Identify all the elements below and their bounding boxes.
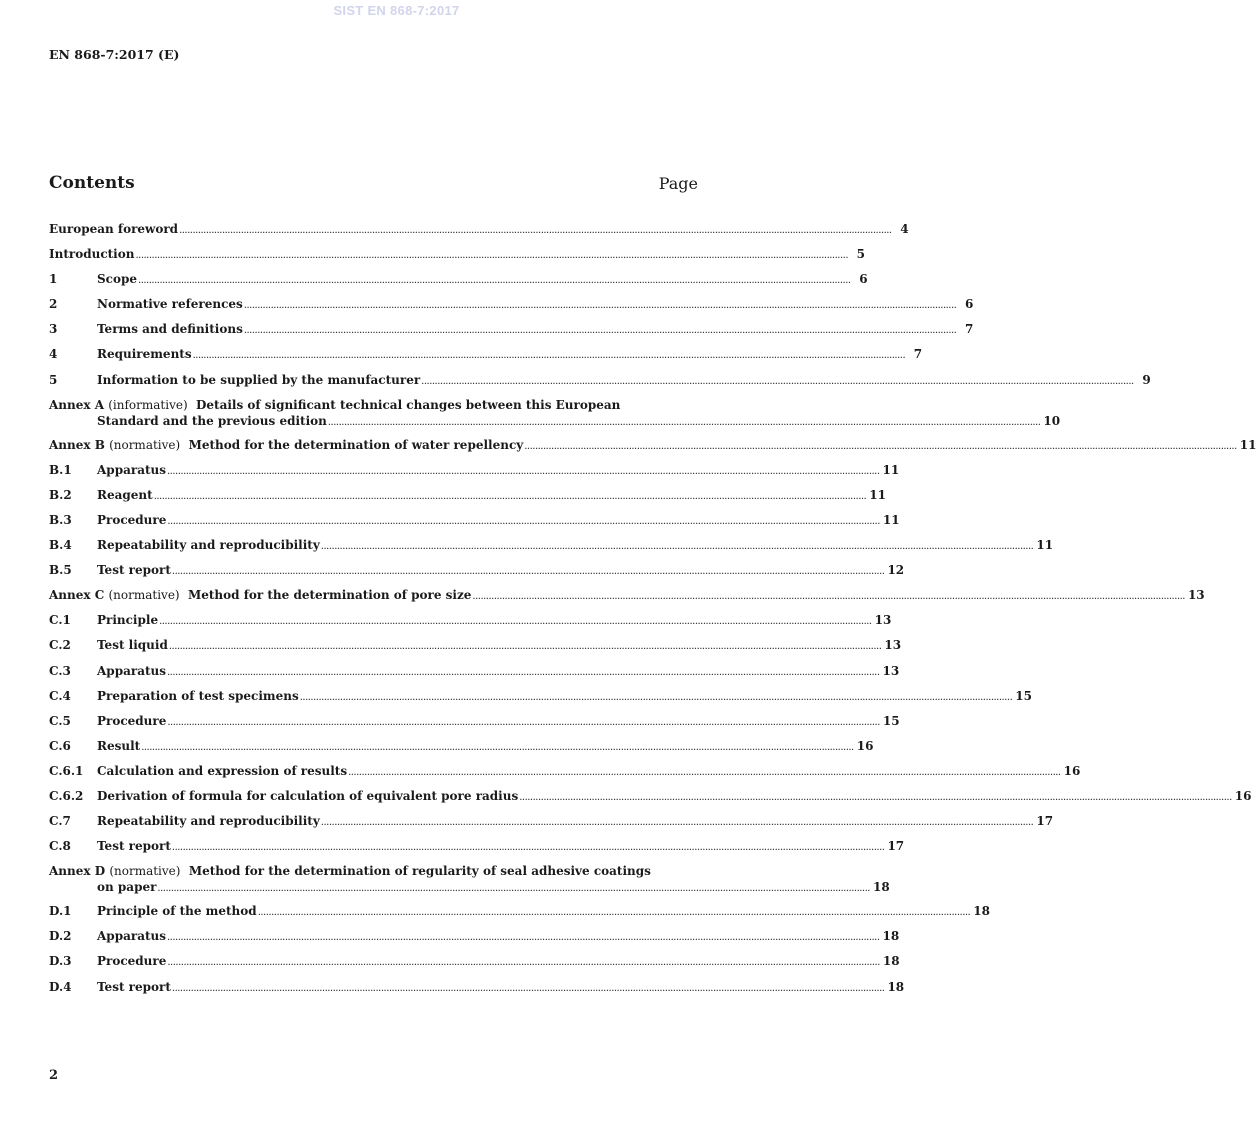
toc-entry-title: Details of significant technical changes between this European <box>196 397 621 412</box>
toc-leader-dots: .......................................................................................................................................................................................................................................................................... <box>167 932 880 944</box>
page-number: 2 <box>49 1068 59 1083</box>
toc-entry[interactable] <box>49 904 990 929</box>
toc-leader-dots: .......................................................................................................................................................................................................................................................................... <box>153 490 867 502</box>
toc-leader-dots: .......................................................................................................................................................................................................................................................................... <box>167 716 880 728</box>
toc-entry[interactable] <box>49 738 874 764</box>
toc-section-number: C.7 <box>49 814 71 829</box>
toc-entry[interactable] <box>49 487 886 513</box>
toc-page-number: 7 <box>913 347 923 362</box>
toc-page-number: 15 <box>1015 688 1032 703</box>
toc-leader-dots: .......................................................................................................................................................................................................................................................................... <box>159 616 872 628</box>
toc-page-number: 7 <box>965 322 974 337</box>
toc-page-number: 13 <box>874 613 892 628</box>
toc-entry[interactable] <box>49 864 890 904</box>
toc-entry-title: Result <box>97 738 141 753</box>
toc-entry-title: Procedure <box>97 512 167 527</box>
toc-leader-dots: .......................................................................................................................................................................................................................................................................... <box>472 591 1185 603</box>
toc-section-number: B.5 <box>49 563 72 578</box>
toc-entry-title: Test report <box>97 839 171 854</box>
toc-entry[interactable] <box>49 713 900 739</box>
toc-page-number: 18 <box>872 880 890 895</box>
toc-leader-dots: .......................................................................................................................................................................................................................................................................... <box>327 416 1041 428</box>
toc-leader-dots: .......................................................................................................................................................................................................................................................................... <box>257 907 971 919</box>
toc-page-number: 13 <box>884 638 902 653</box>
toc-page-number: 16 <box>1234 788 1252 803</box>
toc-entry[interactable] <box>49 929 900 954</box>
toc-entry-title: Derivation of formula for calculation of equivalent pore radius <box>97 788 519 803</box>
toc-leader-dots: .......................................................................................................................................................................................................................................................................... <box>157 883 870 895</box>
toc-page-number: 12 <box>887 563 905 578</box>
toc-leader-dots: .......................................................................................................................................................................................................................................................................... <box>168 641 882 653</box>
toc-entry-title-continued: on paper <box>97 880 157 895</box>
toc-entry-title-continued: Standard and the previous edition <box>97 413 327 428</box>
toc-page-number: 17 <box>1036 814 1054 829</box>
toc-entry-title: Method for the determination of regularity of seal adhesive coatings <box>188 864 651 879</box>
toc-annex-label: Annex D <box>49 864 106 879</box>
toc-entry[interactable] <box>49 638 902 663</box>
toc-entry-title: Test report <box>97 979 171 994</box>
toc-leader-dots: .......................................................................................................................................................................................................................................................................... <box>171 842 885 854</box>
toc-entry[interactable] <box>49 437 1256 463</box>
toc-leader-dots: .......................................................................................................................................................................................................................................................................... <box>421 375 1134 387</box>
watermark: SIST EN 868-7:2017 <box>333 3 460 18</box>
toc-entry[interactable] <box>49 979 905 1005</box>
toc-section-number: 1 <box>49 272 58 287</box>
toc-annex-label: Annex B <box>49 437 105 452</box>
toc-annex-note: (normative) <box>109 864 181 879</box>
page-column-label: Page <box>658 174 698 193</box>
toc-leader-dots: .......................................................................................................................................................................................................................................................................... <box>524 440 1237 452</box>
toc-leader-dots: .......................................................................................................................................................................................................................................................................... <box>519 791 1232 803</box>
toc-section-number: 5 <box>49 372 58 387</box>
toc-page-number: 6 <box>964 297 974 312</box>
toc-entry[interactable] <box>49 462 900 488</box>
toc-page-number: 13 <box>882 663 900 678</box>
toc-entry-title: Test liquid <box>97 638 168 653</box>
toc-entry-title: European foreword <box>49 222 179 236</box>
toc-page-number: 11 <box>1239 437 1256 452</box>
toc-leader-dots: .......................................................................................................................................................................................................................................................................... <box>320 541 1034 553</box>
toc-annex-note: (normative) <box>108 588 180 603</box>
toc-entry[interactable] <box>49 839 905 864</box>
toc-entry-title: Terms and definitions <box>97 322 243 337</box>
toc-leader-dots: .......................................................................................................................................................................................................................................................................... <box>320 817 1034 829</box>
toc-leader-dots: .......................................................................................................................................................................................................................................................................... <box>167 957 880 969</box>
toc-annex-label: Annex A <box>49 397 105 412</box>
toc-section-number: 2 <box>49 297 58 312</box>
toc-section-number: 4 <box>49 347 58 362</box>
toc-leader-dots: .......................................................................................................................................................................................................................................................................... <box>135 250 849 262</box>
toc-page-number: 6 <box>859 272 868 287</box>
toc-entry[interactable] <box>49 563 905 588</box>
toc-leader-dots: .......................................................................................................................................................................................................................................................................... <box>179 225 892 236</box>
toc-entry[interactable] <box>49 613 892 638</box>
toc-page-number: 10 <box>1043 413 1061 428</box>
toc-entry[interactable] <box>49 347 923 372</box>
toc-annex-label: Annex C <box>49 588 105 603</box>
toc-page-number: 17 <box>887 839 905 854</box>
toc-section-number: B.1 <box>49 462 72 477</box>
toc-entry-title: Apparatus <box>97 929 166 944</box>
toc-entry[interactable] <box>49 222 909 247</box>
toc-section-number: C.3 <box>49 663 71 678</box>
toc-annex-note: (normative) <box>109 437 181 452</box>
toc-entry-title: Calculation and expression of results <box>97 763 348 778</box>
toc-section-number: C.4 <box>49 688 71 703</box>
toc-entry-title: Scope <box>97 272 138 287</box>
toc-page-number: 15 <box>882 713 900 728</box>
toc-entry[interactable] <box>49 663 900 689</box>
toc-entry[interactable] <box>49 512 900 538</box>
toc-entry[interactable] <box>49 322 974 347</box>
toc-leader-dots: .......................................................................................................................................................................................................................................................................... <box>138 275 851 287</box>
toc-section-number: C.2 <box>49 638 71 653</box>
toc-entry[interactable] <box>49 297 974 322</box>
toc-leader-dots: .......................................................................................................................................................................................................................................................................... <box>171 566 885 578</box>
toc-entry-title: Introduction <box>49 247 135 262</box>
toc-entry-title: Repeatability and reproducibility <box>97 538 320 553</box>
toc-entry-title: Principle of the method <box>97 904 257 919</box>
toc-section-number: D.1 <box>49 904 72 919</box>
toc-page-number: 5 <box>856 247 866 262</box>
toc-entry-title: Apparatus <box>97 663 166 678</box>
toc-page-number: 11 <box>1036 538 1054 553</box>
toc-entry[interactable] <box>49 788 1252 814</box>
toc-leader-dots: .......................................................................................................................................................................................................................................................................... <box>167 465 880 477</box>
toc-entry-title: Repeatability and reproducibility <box>97 814 320 829</box>
toc-leader-dots: .......................................................................................................................................................................................................................................................................... <box>141 741 854 753</box>
toc-section-number: C.8 <box>49 839 71 854</box>
toc-entry-title: Requirements <box>97 347 192 362</box>
toc-page-number: 11 <box>869 487 886 502</box>
toc-entry[interactable] <box>49 814 1054 839</box>
toc-leader-dots: .......................................................................................................................................................................................................................................................................... <box>167 666 880 678</box>
toc-entry[interactable] <box>49 372 1151 398</box>
toc-page-number: 18 <box>973 904 990 919</box>
toc-entry-title: Information to be supplied by the manufacturer <box>97 372 421 387</box>
toc-entry-title: Normative references <box>97 297 243 312</box>
toc-leader-dots: .......................................................................................................................................................................................................................................................................... <box>167 515 880 527</box>
toc-entry[interactable] <box>49 538 1054 563</box>
toc-section-number: C.1 <box>49 613 71 628</box>
toc-section-number: C.6.1 <box>49 763 84 778</box>
toc-section-number: 3 <box>49 322 58 337</box>
toc-entry[interactable] <box>49 763 1081 789</box>
toc-leader-dots: .......................................................................................................................................................................................................................................................................... <box>299 691 1013 703</box>
toc-page-number: 4 <box>900 222 909 236</box>
toc-leader-dots: .......................................................................................................................................................................................................................................................................... <box>171 982 885 994</box>
toc-entry-title: Apparatus <box>97 462 166 477</box>
toc-leader-dots: .......................................................................................................................................................................................................................................................................... <box>192 350 906 362</box>
toc-section-number: B.4 <box>49 538 72 553</box>
toc-entry[interactable] <box>49 247 866 272</box>
toc-page-number: 11 <box>882 512 900 527</box>
toc-entry-title: Method for the determination of water repellency <box>188 437 524 452</box>
toc-entry-title: Preparation of test specimens <box>97 688 299 703</box>
toc-page-number: 13 <box>1187 588 1205 603</box>
toc-page-number: 18 <box>882 954 900 969</box>
toc-section-number: C.6.2 <box>49 788 84 803</box>
toc-section-number: D.2 <box>49 929 72 944</box>
toc-entry-title: Procedure <box>97 954 167 969</box>
toc-page-number: 11 <box>882 462 900 477</box>
toc-entry[interactable] <box>49 688 1032 714</box>
document-id: EN 868-7:2017 (E) <box>49 47 180 62</box>
toc-leader-dots: .......................................................................................................................................................................................................................................................................... <box>348 766 1061 778</box>
toc-page-number: 16 <box>1063 763 1081 778</box>
toc-leader-dots: .......................................................................................................................................................................................................................................................................... <box>243 300 957 312</box>
toc-annex-note: (informative) <box>108 397 188 412</box>
toc-entry-title: Principle <box>97 613 159 628</box>
toc-page-number: 16 <box>856 738 874 753</box>
toc-page-number: 18 <box>887 979 905 994</box>
toc-entry[interactable] <box>49 954 900 979</box>
toc-section-number: B.3 <box>49 512 72 527</box>
toc-section-number: C.6 <box>49 738 71 753</box>
toc-page-number: 18 <box>882 929 900 944</box>
toc-page-number: 9 <box>1142 372 1151 387</box>
toc-section-number: B.2 <box>49 487 72 502</box>
toc-entry-title: Reagent <box>97 487 153 502</box>
table-of-contents <box>49 222 1256 1005</box>
toc-section-number: D.3 <box>49 954 72 969</box>
toc-entry[interactable] <box>49 272 868 297</box>
toc-entry[interactable] <box>49 588 1205 613</box>
toc-entry[interactable] <box>49 397 1061 438</box>
toc-entry-title: Test report <box>97 563 171 578</box>
toc-section-number: D.4 <box>49 979 72 994</box>
toc-entry-title: Method for the determination of pore size <box>187 588 472 603</box>
toc-entry-title: Procedure <box>97 713 167 728</box>
contents-title: Contents <box>49 173 135 193</box>
toc-section-number: C.5 <box>49 713 71 728</box>
toc-leader-dots: .......................................................................................................................................................................................................................................................................... <box>243 325 957 337</box>
